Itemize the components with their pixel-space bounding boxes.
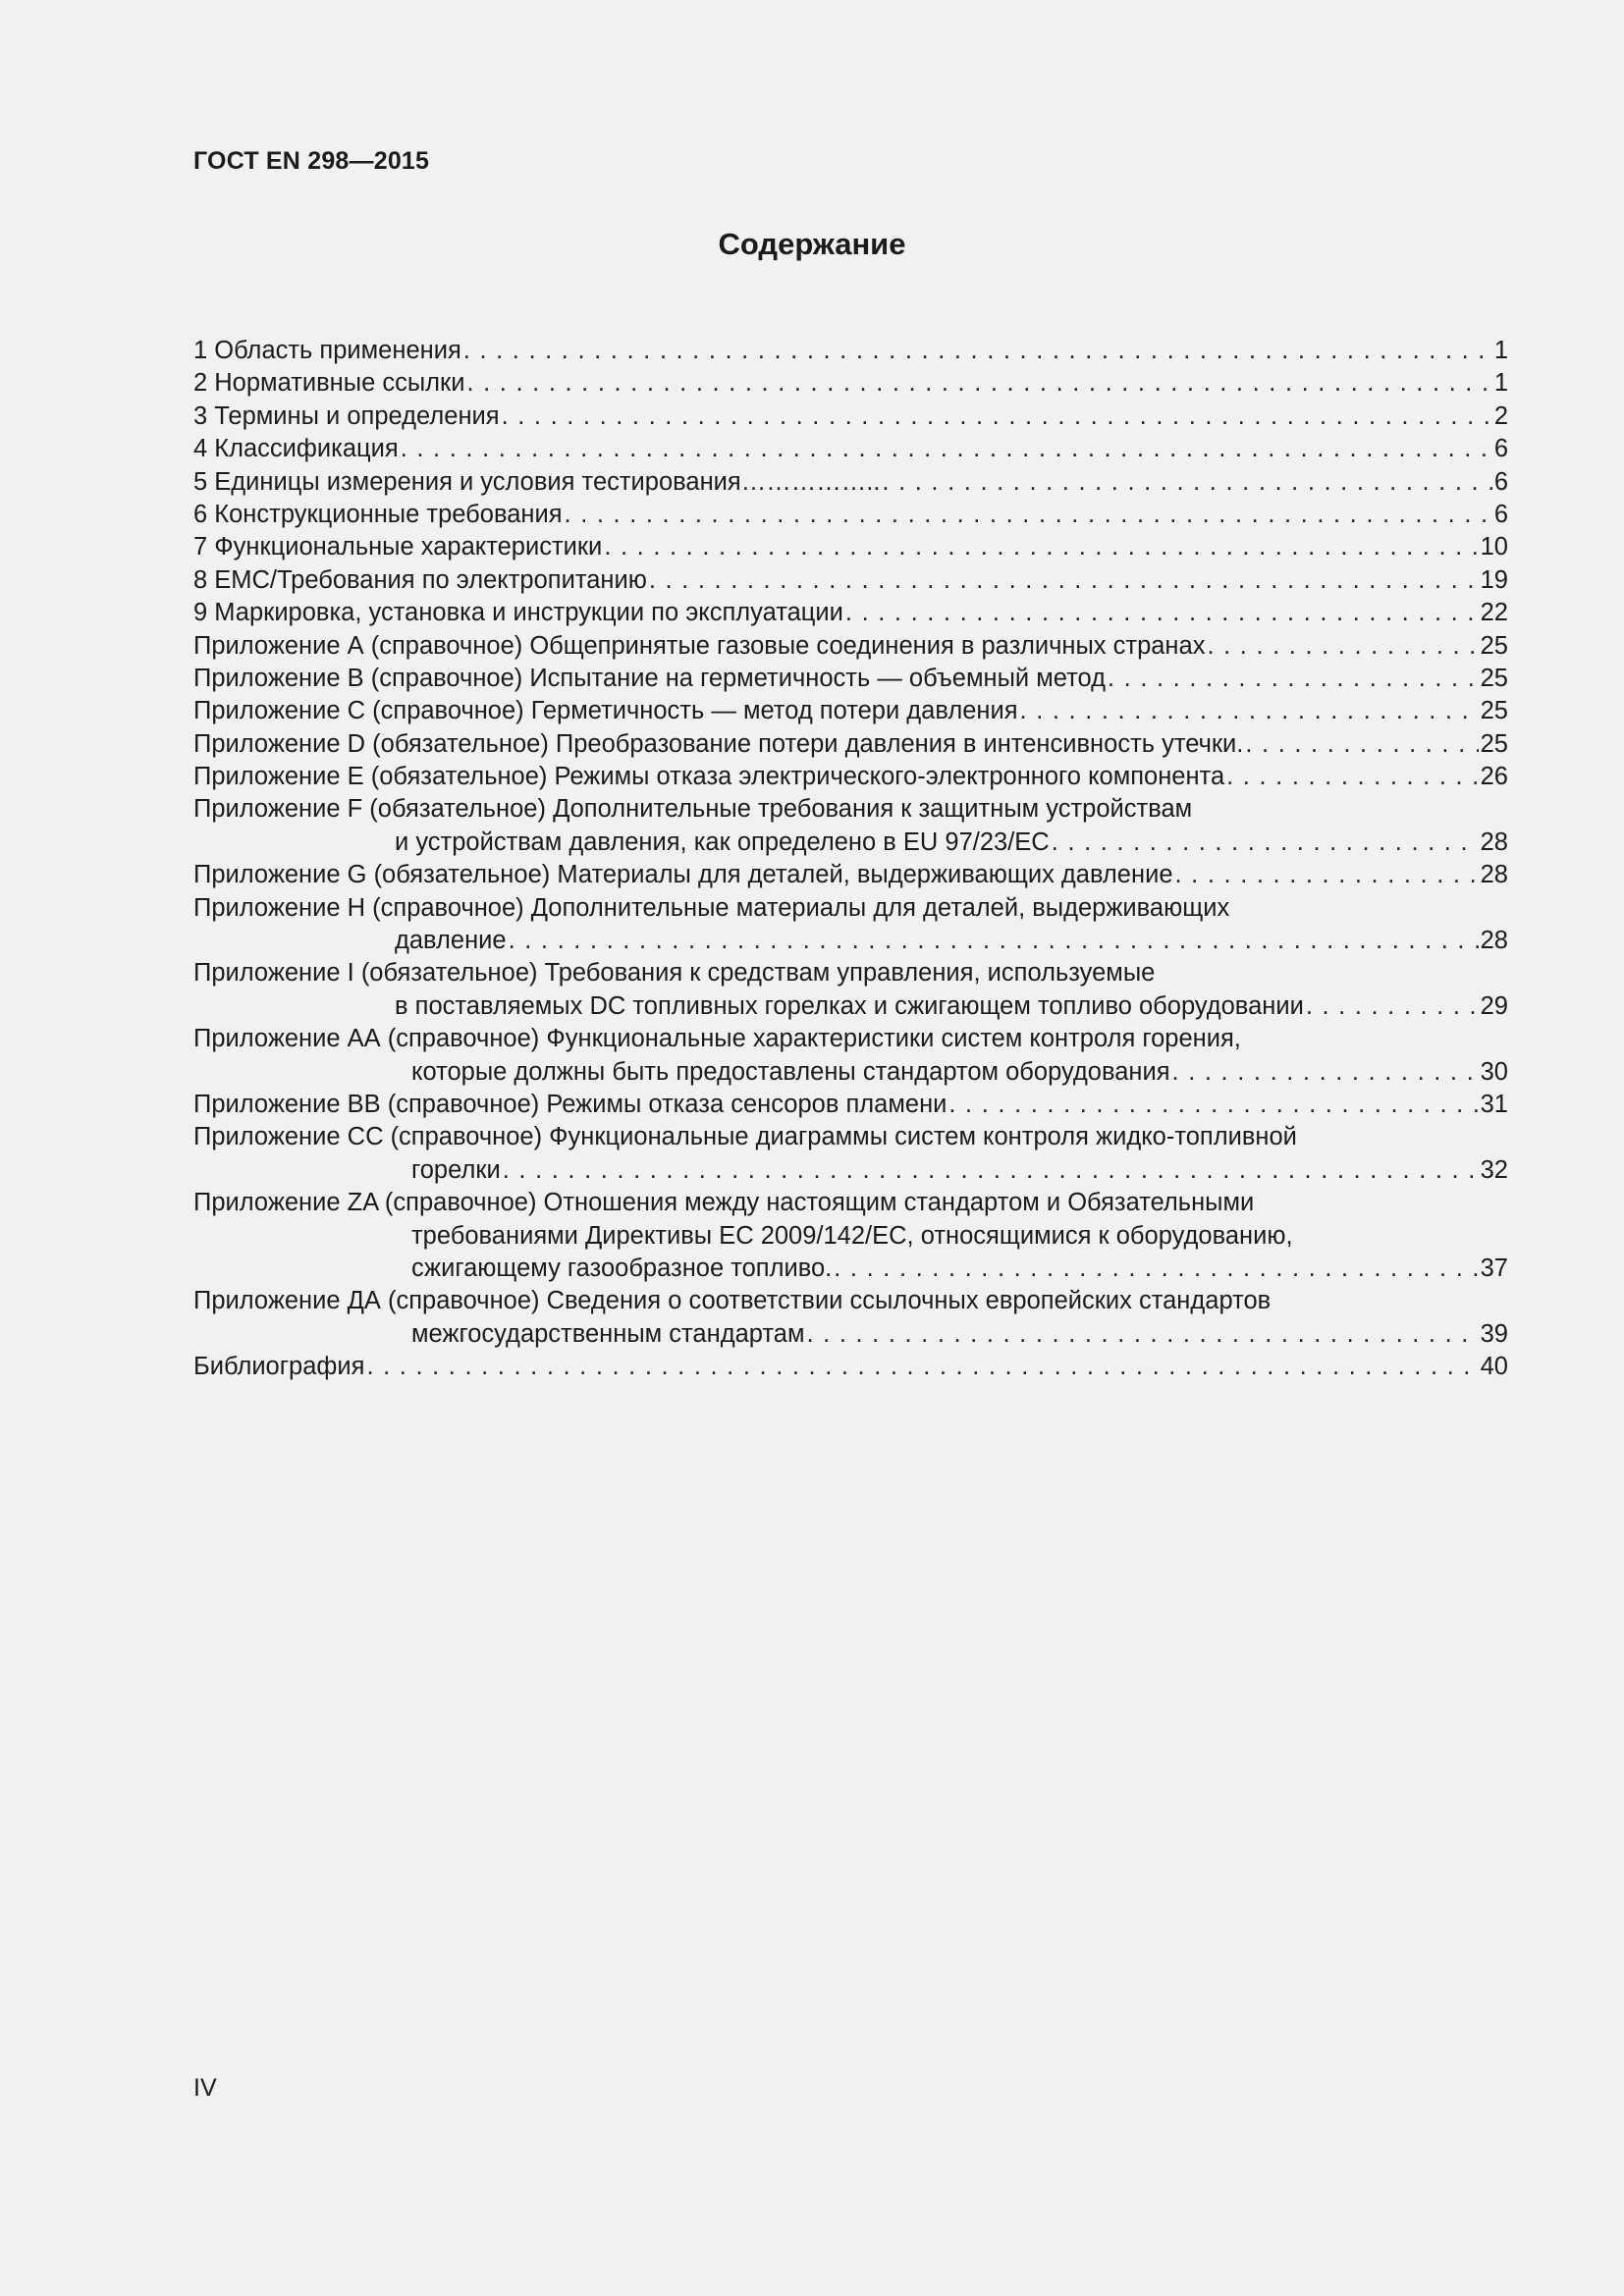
toc-entry-page: 10 (1480, 533, 1508, 561)
toc-entry-page: 1 (1493, 337, 1508, 364)
toc-entry-page: 26 (1480, 763, 1508, 791)
toc-entry[interactable] (193, 859, 1508, 891)
toc-entry[interactable] (193, 695, 1508, 727)
toc-entry-page: 2 (1493, 401, 1508, 430)
toc-leader-dots (503, 1154, 1479, 1187)
toc-entry-label: требованиями Директивы ЕС 2009/142/ЕС, относящимися к оборудованию, (411, 1221, 1293, 1250)
toc-leader-dots (1226, 761, 1478, 793)
toc-entry[interactable] (193, 531, 1508, 563)
toc-entry-label: Приложение I (обязательное) Требования к средствам управления, используемые (193, 959, 1156, 988)
toc-entry-label: Приложение АА (справочное) Функциональные характеристики систем контроля горения, (193, 1025, 1241, 1053)
toc-entry-page: 28 (1480, 828, 1508, 856)
toc-entry[interactable] (193, 1056, 1508, 1089)
toc-leader-dots (806, 1318, 1478, 1351)
toc-entry[interactable] (193, 1318, 1508, 1351)
toc-entry[interactable] (193, 1121, 1508, 1153)
toc-entry[interactable] (193, 793, 1508, 826)
toc-entry[interactable] (193, 1089, 1508, 1121)
toc-leader-dots (1245, 728, 1478, 761)
toc-entry-label: 6 Конструкционные требования (193, 500, 563, 528)
toc-leader-dots (466, 367, 1491, 400)
toc-entry-page: 37 (1480, 1254, 1508, 1282)
toc-entry-page: 25 (1480, 729, 1508, 758)
toc-leader-dots (845, 597, 1479, 629)
toc-entry[interactable] (193, 925, 1508, 957)
toc-entry[interactable] (193, 1253, 1508, 1285)
toc-entry-label: Приложение С (справочное) Герметичность — метод потери давления (193, 697, 1018, 725)
toc-leader-dots (366, 1351, 1478, 1383)
toc-entry-label: межгосударственным стандартам (411, 1319, 805, 1348)
toc-leader-dots (463, 335, 1492, 367)
toc-entry-label: Приложение В (справочное) Испытание на герметичность — объемный метод (193, 664, 1106, 692)
toc-entry[interactable] (193, 957, 1508, 989)
toc-entry[interactable] (193, 499, 1508, 531)
toc-entry[interactable] (193, 433, 1508, 465)
toc-entry[interactable] (193, 761, 1508, 793)
toc-entry-page: 25 (1480, 631, 1508, 660)
toc-entry-label: 8 EMC/Требования по электропитанию (193, 565, 647, 594)
toc-entry-page: 1 (1493, 369, 1508, 398)
toc-entry-label: давление (395, 927, 507, 955)
toc-entry[interactable] (193, 1285, 1508, 1317)
toc-leader-dots (882, 466, 1491, 499)
toc-leader-dots (1175, 859, 1479, 891)
toc-entry[interactable] (193, 1220, 1508, 1253)
toc-entry-label: Приложение ДА (справочное) Сведения о соответствии ссылочных европейских стандартов (193, 1287, 1272, 1315)
toc-leader-dots (1052, 827, 1479, 859)
toc-entry-page: 25 (1480, 697, 1508, 725)
toc-entry[interactable] (193, 1154, 1508, 1187)
toc-title: Содержание (718, 227, 906, 261)
toc-entry-label: Приложение ВВ (справочное) Режимы отказа сенсоров пламени (193, 1090, 947, 1118)
toc-entry-label: Приложение А (справочное) Общепринятые газовые соединения в различных странах (193, 631, 1206, 660)
toc-entry-page: 25 (1480, 664, 1508, 692)
toc-entry-page: 32 (1480, 1155, 1508, 1184)
toc-leader-dots (1172, 1056, 1479, 1089)
toc-entry-page: 30 (1480, 1057, 1508, 1086)
table-of-contents (193, 335, 1508, 1384)
toc-entry-label: Приложение ZA (справочное) Отношения между настоящим стандартом и Обязательными (193, 1189, 1255, 1217)
toc-entry-page: 6 (1493, 435, 1508, 463)
toc-entry-label: 3 Термины и определения (193, 401, 500, 430)
page-number: IV (193, 2074, 217, 2102)
toc-entry-page: 28 (1480, 861, 1508, 889)
toc-entry-label: Приложение СС (справочное) Функциональные диаграммы систем контроля жидко-топливной (193, 1123, 1297, 1151)
toc-entry-label: и устройствам давления, как определено в EU 97/23/EC (395, 828, 1050, 856)
toc-entry[interactable] (193, 466, 1508, 499)
toc-leader-dots (604, 531, 1478, 563)
toc-leader-dots (502, 400, 1492, 433)
toc-entry-label: Приложение H (справочное) Дополнительные материалы для деталей, выдерживающих (193, 893, 1230, 922)
toc-entry-page: 29 (1480, 991, 1508, 1020)
toc-entry-label: Приложение G (обязательное) Материалы для деталей, выдерживающих давление (193, 861, 1173, 889)
toc-entry[interactable] (193, 1351, 1508, 1383)
toc-entry-label: 4 Классификация (193, 435, 399, 463)
toc-entry-label: сжигающему газообразное топливо. (411, 1254, 833, 1282)
toc-entry-page: 28 (1480, 927, 1508, 955)
toc-entry[interactable] (193, 1023, 1508, 1055)
toc-leader-dots (1207, 630, 1478, 663)
toc-entry-page: 22 (1480, 599, 1508, 627)
toc-entry-page: 19 (1480, 565, 1508, 594)
toc-entry-label: Приложение F (обязательное) Дополнительные требования к защитным устройствам (193, 795, 1193, 824)
toc-entry[interactable] (193, 400, 1508, 433)
toc-entry-page: 6 (1493, 467, 1508, 496)
toc-entry-label: 1 Область применения (193, 337, 461, 364)
toc-entry-label: Библиография (193, 1353, 365, 1381)
toc-entry[interactable] (193, 663, 1508, 695)
toc-entry[interactable] (193, 335, 1508, 367)
toc-leader-dots (565, 499, 1492, 531)
toc-entry-label: в поставляемых DC топливных горелках и сжигающем топливо оборудовании (395, 991, 1304, 1020)
toc-leader-dots (649, 564, 1479, 597)
toc-entry[interactable] (193, 728, 1508, 761)
toc-entry-label: Приложение D (обязательное) Преобразование потери давления в интенсивность утечки. (193, 729, 1244, 758)
toc-leader-dots (509, 925, 1479, 957)
toc-entry[interactable] (193, 892, 1508, 925)
toc-entry-label: 7 Функциональные характеристики (193, 533, 603, 561)
toc-leader-dots (1306, 990, 1479, 1023)
toc-entry[interactable] (193, 1187, 1508, 1219)
toc-entry-label: горелки (411, 1155, 501, 1184)
toc-entry-label: 5 Единицы измерения и условия тестирования…………….. (193, 467, 881, 496)
toc-entry-page: 31 (1480, 1090, 1508, 1118)
toc-leader-dots (1020, 695, 1479, 727)
toc-entry-page: 39 (1480, 1319, 1508, 1348)
toc-entry[interactable] (193, 597, 1508, 629)
toc-leader-dots (948, 1089, 1478, 1121)
toc-entry-label: которые должны быть предоставлены стандартом оборудования (411, 1057, 1170, 1086)
toc-leader-dots (1108, 663, 1479, 695)
toc-entry-page: 6 (1493, 500, 1508, 528)
toc-leader-dots (834, 1253, 1478, 1285)
toc-entry[interactable] (193, 990, 1508, 1023)
toc-entry-page: 40 (1480, 1353, 1508, 1381)
toc-entry-label: Приложение Е (обязательное) Режимы отказа электрического-электронного компонента (193, 763, 1225, 791)
toc-entry[interactable] (193, 367, 1508, 400)
toc-entry-label: 2 Нормативные ссылки (193, 369, 465, 398)
toc-entry-label: 9 Маркировка, установка и инструкции по эксплуатации (193, 599, 843, 627)
toc-entry[interactable] (193, 827, 1508, 859)
toc-entry[interactable] (193, 630, 1508, 663)
document-code: ГОСТ EN 298—2015 (193, 147, 430, 175)
toc-entry[interactable] (193, 564, 1508, 597)
toc-leader-dots (401, 433, 1492, 465)
